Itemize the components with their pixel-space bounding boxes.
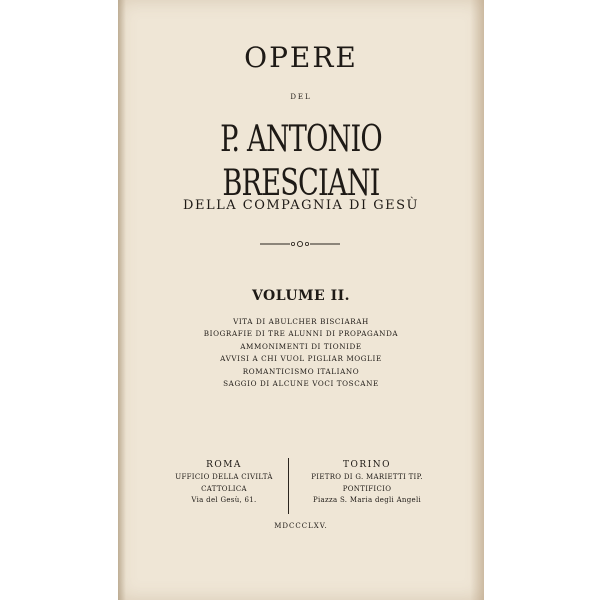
connector-word: DEL — [290, 93, 312, 101]
contents-item: BIOGRAFIE DI TRE ALUNNI DI PROPAGANDA — [203, 329, 399, 339]
imprint-turin — [292, 458, 442, 507]
imprint-city: TORINO — [343, 460, 391, 470]
author-name: P. ANTONIO BRESCIANI — [220, 119, 382, 204]
imprint-address: Piazza S. Maria degli Angeli — [312, 496, 422, 504]
publication-year: MDCCCLXV. — [274, 522, 328, 530]
society-line: DELLA COMPAGNIA DI GESÙ — [183, 198, 419, 213]
book-title: OPERE — [244, 41, 358, 74]
imprint-publisher: PIETRO DI G. MARIETTI TIP. PONTIFICIO — [311, 473, 423, 493]
imprint-city: ROMA — [206, 460, 242, 470]
contents-list — [118, 316, 484, 390]
contents-item: AVVISI A CHI VUOL PIGLIAR MOGLIE — [220, 354, 382, 364]
ornament-rule-icon — [260, 240, 340, 248]
imprint-address: Via del Gesù, 61. — [191, 496, 257, 504]
volume-heading: VOLUME II. — [251, 288, 351, 304]
contents-item: SAGGIO DI ALCUNE VOCI TOSCANE — [223, 379, 379, 389]
contents-item: VITA DI ABULCHER BISCIARAH — [233, 317, 369, 326]
contents-item: AMMONIMENTI DI TIONIDE — [240, 341, 362, 351]
imprint-publisher: UFFICIO DELLA CIVILTÀ CATTOLICA — [175, 473, 273, 493]
imprint-rome — [160, 458, 288, 507]
contents-item: ROMANTICISMO ITALIANO — [242, 366, 360, 376]
imprint-divider — [288, 458, 289, 514]
